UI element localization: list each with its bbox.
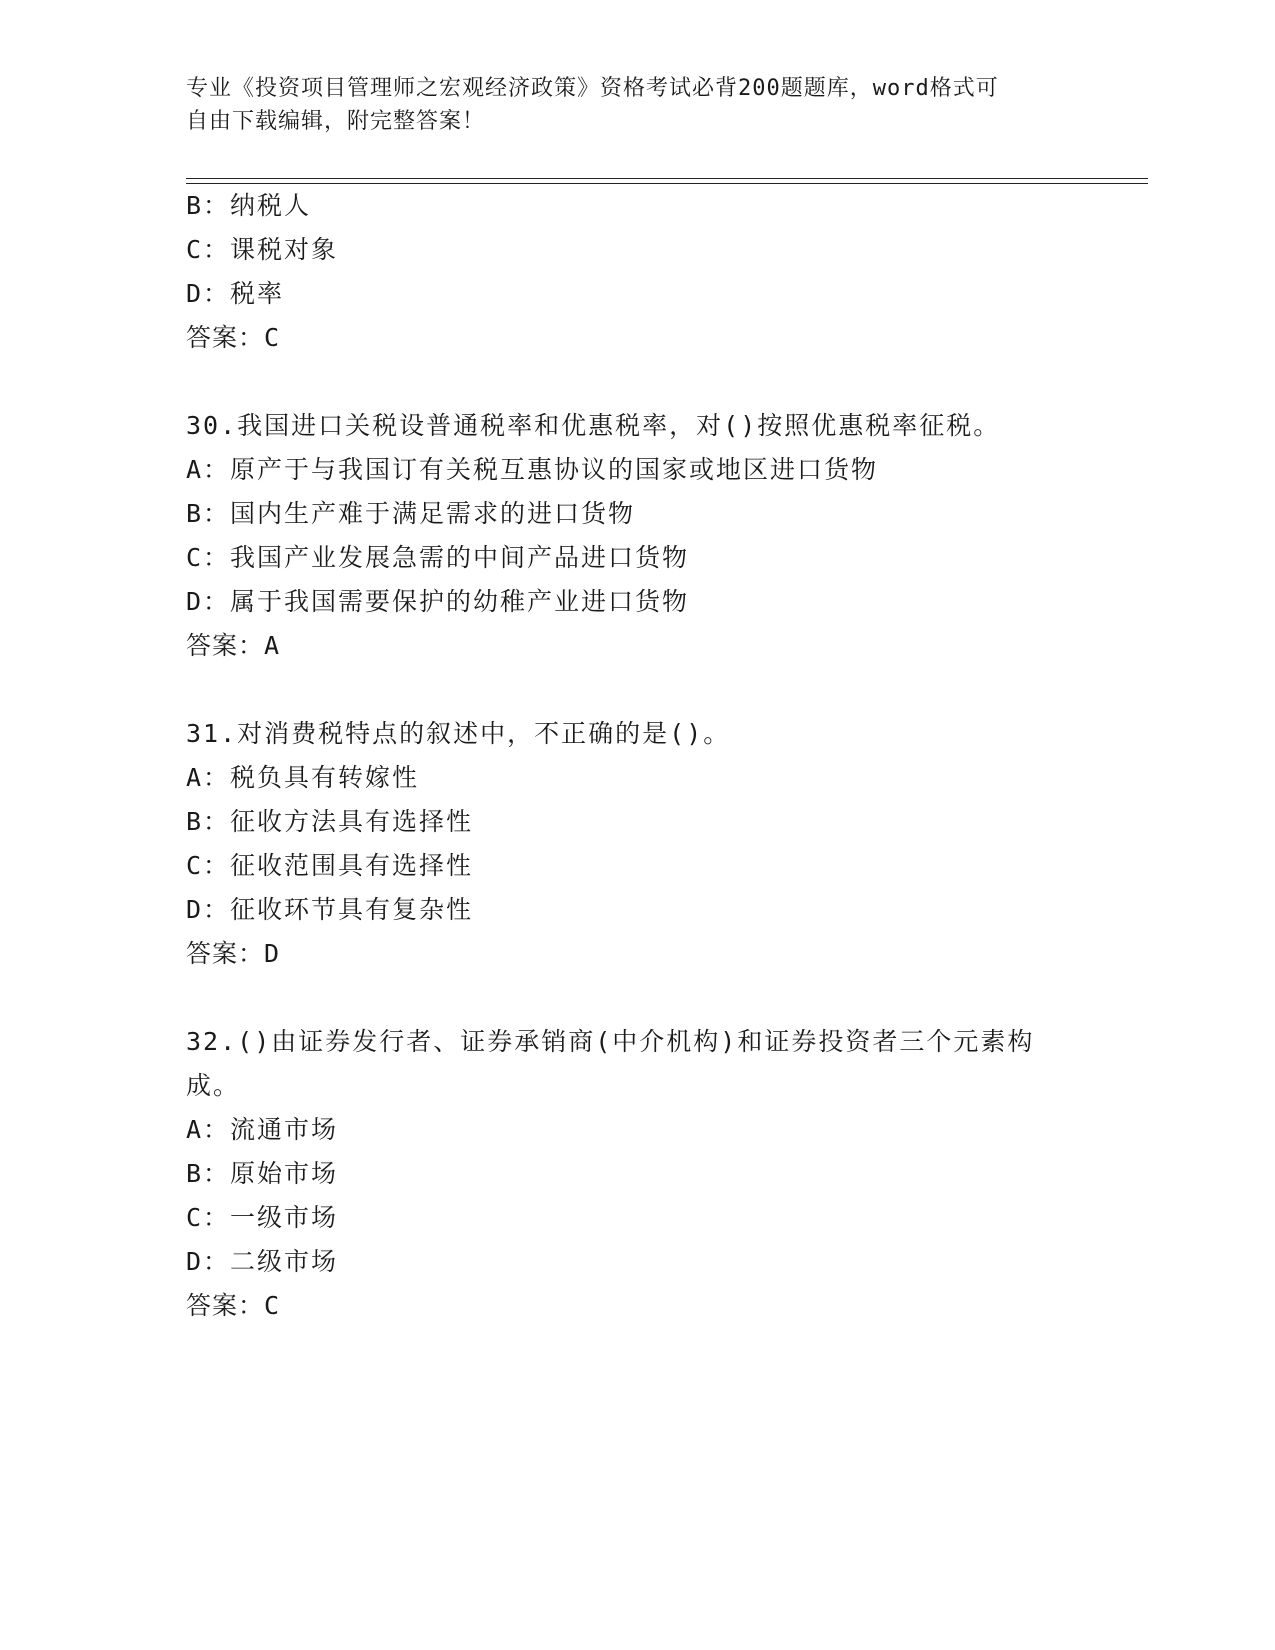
question-32-stem-line-2: 成。 — [186, 1071, 241, 1100]
option-b: B：纳税人 — [186, 191, 312, 220]
answer-label: 答案： — [186, 631, 265, 660]
option-c: C：一级市场 — [186, 1203, 339, 1232]
answer-value: C — [264, 1291, 281, 1320]
document-header — [186, 72, 1086, 138]
option-c: C：我国产业发展急需的中间产品进口货物 — [186, 543, 690, 572]
option-c: C：课税对象 — [186, 235, 339, 264]
header-line-1: 专业《投资项目管理师之宏观经济政策》资格考试必背200题题库，word格式可 — [186, 76, 999, 101]
answer-label: 答案： — [186, 323, 265, 352]
answer-line — [186, 629, 280, 663]
option-a: A：税负具有转嫁性 — [186, 763, 420, 792]
option-d: D：税率 — [186, 279, 285, 308]
answer-value: C — [264, 323, 281, 352]
answer-line — [186, 321, 280, 355]
option-b: B：国内生产难于满足需求的进口货物 — [186, 499, 636, 528]
answer-value: D — [264, 939, 281, 968]
answer-line — [186, 1289, 280, 1323]
option-a: A：流通市场 — [186, 1115, 339, 1144]
option-d: D：属于我国需要保护的幼稚产业进口货物 — [186, 587, 690, 616]
option-c: C：征收范围具有选择性 — [186, 851, 474, 880]
option-b: B：征收方法具有选择性 — [186, 807, 474, 836]
option-b: B：原始市场 — [186, 1159, 339, 1188]
answer-line — [186, 937, 280, 971]
option-d: D：二级市场 — [186, 1247, 339, 1276]
header-divider-bottom — [186, 183, 1148, 184]
header-line-2: 自由下载编辑，附完整答案！ — [186, 109, 486, 134]
answer-label: 答案： — [186, 1291, 265, 1320]
option-d: D：征收环节具有复杂性 — [186, 895, 474, 924]
answer-label: 答案： — [186, 939, 265, 968]
question-32-stem-line-1: 32.()由证券发行者、证券承销商(中介机构)和证券投资者三个元素构 — [186, 1027, 1035, 1056]
question-31-stem: 31.对消费税特点的叙述中，不正确的是()。 — [186, 719, 731, 748]
header-divider-top — [186, 178, 1148, 179]
option-a: A：原产于与我国订有关税互惠协议的国家或地区进口货物 — [186, 455, 879, 484]
question-30-stem: 30.我国进口关税设普通税率和优惠税率，对()按照优惠税率征税。 — [186, 411, 1001, 440]
answer-value: A — [264, 631, 281, 660]
